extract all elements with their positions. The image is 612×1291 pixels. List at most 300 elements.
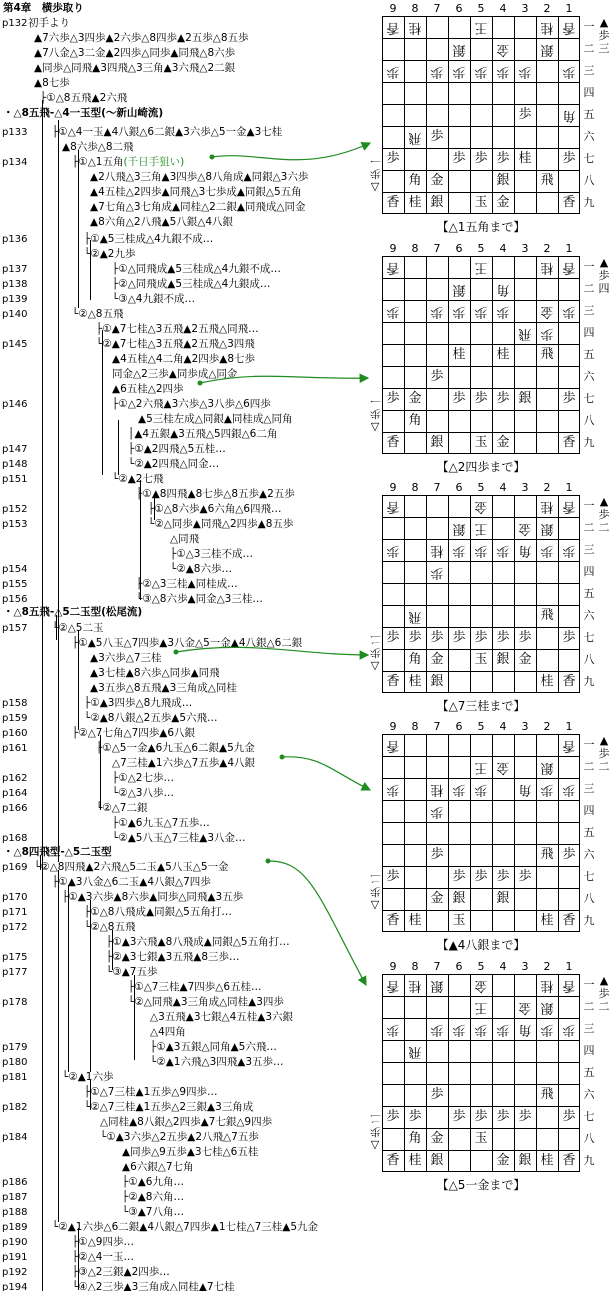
gote-piece: 桂: [540, 978, 554, 993]
sente-piece: 歩: [518, 869, 532, 884]
page-number: p178: [2, 997, 28, 1008]
move-sequence: ├①△4一玉▲4八銀△6二銀▲3六歩△5一金▲3七桂: [52, 126, 283, 138]
gote-piece: 銀: [540, 42, 554, 57]
sente-piece: 歩: [452, 1109, 466, 1124]
sente-piece: 歩: [496, 630, 510, 645]
sente-piece: 玉: [474, 1131, 488, 1146]
row-label: 二: [583, 521, 595, 534]
sente-piece: 歩: [386, 391, 400, 406]
sente-piece: 角: [408, 413, 422, 428]
column-label: 7: [433, 960, 441, 973]
gote-piece: 銀: [452, 282, 466, 297]
gote-piece: 歩: [452, 782, 466, 797]
page-number: p169: [2, 862, 28, 873]
row-label: 五: [583, 587, 595, 600]
column-label: 3: [521, 242, 529, 255]
column-label: 6: [455, 960, 463, 973]
move-sequence: ├①△3三桂不成…: [170, 548, 253, 560]
row-label: 八: [583, 414, 595, 427]
move-sequence: △4四角: [150, 1026, 186, 1038]
row-label: 八: [583, 1132, 595, 1145]
page-number: p194: [2, 1282, 28, 1291]
sente-piece: 香: [386, 435, 400, 450]
row-label: 五: [583, 826, 595, 839]
move-sequence: ├①△同飛成▲5三桂成△4九銀不成…: [112, 263, 281, 275]
sente-piece: 歩: [518, 107, 532, 122]
column-label: 5: [477, 720, 485, 733]
column-label: 8: [411, 242, 419, 255]
move-sequence: ├①▲3六歩▲8六歩▲同歩△同飛▲3五歩: [62, 891, 244, 903]
page-number: p133: [2, 127, 28, 138]
gote-piece: 金: [540, 304, 554, 319]
page-number: p158: [2, 698, 28, 709]
gote-piece: 歩: [386, 304, 400, 319]
gote-hand: 二 歩 ▽: [369, 872, 381, 911]
row-label: 三: [583, 1022, 595, 1035]
move-sequence: ├①▲2四飛△5五桂…: [128, 443, 226, 455]
row-label: 四: [583, 86, 595, 99]
sente-piece: 歩: [496, 869, 510, 884]
move-sequence: ▲同歩△9五歩▲3七桂△6五桂: [122, 1146, 259, 1158]
move-sequence: ▲6五桂△2四歩: [112, 383, 184, 395]
page-number: p148: [2, 459, 28, 470]
page-number: p168: [2, 833, 28, 844]
sente-piece: 歩: [474, 391, 488, 406]
page-number: p179: [2, 1042, 28, 1053]
row-label: 五: [583, 108, 595, 121]
page-number: p184: [2, 1132, 28, 1143]
gote-piece: 歩: [540, 1022, 554, 1037]
page-number: p146: [2, 399, 28, 410]
gote-piece: 角: [562, 108, 576, 123]
gote-piece: 銀: [452, 521, 466, 536]
move-sequence: └④△2三歩▲3三角成△同桂▲7七桂: [72, 1281, 235, 1291]
move-sequence: ├②△同飛成▲5三桂成△4九銀成…: [112, 278, 271, 290]
move-sequence: ・△8五飛-△4一玉型(～新山崎流): [3, 107, 164, 119]
row-label: 七: [583, 631, 595, 644]
sente-piece: 歩: [496, 391, 510, 406]
row-label: 一: [583, 978, 595, 991]
sente-piece: 歩: [474, 869, 488, 884]
gote-piece: 飛: [518, 326, 532, 341]
board-caption: 【▲4八銀まで】: [436, 938, 526, 952]
gote-piece: 金: [474, 499, 488, 514]
column-label: 1: [565, 242, 573, 255]
sente-piece: 金: [496, 195, 510, 210]
move-sequence: └②△8四飛▲2六飛△5二玉▲5八玉△5一金: [34, 861, 229, 873]
page-number: p138: [2, 279, 28, 290]
page-number: p190: [2, 1237, 28, 1248]
gote-piece: 金: [474, 978, 488, 993]
sente-piece: 桂: [408, 195, 422, 210]
sente-piece: 香: [562, 195, 576, 210]
gote-piece: 歩: [452, 64, 466, 79]
row-label: 八: [583, 892, 595, 905]
move-sequence: └②▲2九歩: [84, 248, 136, 260]
gote-piece: 香: [386, 260, 400, 275]
move-sequence: ▲3五歩△8五飛▲3三角成△同桂: [90, 682, 237, 694]
gote-piece: 金: [518, 1000, 532, 1015]
page-number: p160: [2, 728, 28, 739]
sente-piece: 玉: [474, 652, 488, 667]
gote-piece: 歩: [430, 304, 444, 319]
move-sequence: ▲8六角△2八飛▲5八銀△4八銀: [90, 216, 234, 228]
move-sequence: └③▲7五歩: [106, 966, 158, 978]
move-sequence: └③▲7八角…: [122, 1206, 184, 1218]
page-number: p162: [2, 773, 28, 784]
row-label: 九: [583, 196, 595, 209]
move-sequence: └②▲7七桂△3五飛▲2五飛△3四飛: [96, 338, 255, 350]
sente-piece: 歩: [452, 391, 466, 406]
move-sequence: ├①△7三桂▲7四歩△6五桂…: [128, 981, 262, 993]
column-label: 1: [565, 481, 573, 494]
gote-piece: 角: [518, 782, 532, 797]
move-sequence: └③△8六歩▲同金△3三桂…: [136, 593, 263, 605]
position-arrow: [176, 647, 368, 655]
sente-piece: 銀: [496, 173, 510, 188]
row-label: 九: [583, 914, 595, 927]
move-sequence: ├②▲8六角…: [122, 1191, 184, 1203]
gote-piece: 金: [496, 42, 510, 57]
page-number: p151: [2, 474, 28, 485]
position-arrow: [200, 376, 368, 383]
page-number: p189: [2, 1222, 28, 1233]
sente-piece: 歩: [474, 1109, 488, 1124]
gote-hand: 二 歩 ▽: [369, 1112, 381, 1151]
page-number: p192: [2, 1267, 28, 1278]
page-number: p191: [2, 1252, 28, 1263]
move-sequence: ▲4五桂△4二角▲2四歩▲8七歩: [112, 353, 256, 365]
page-number: p171: [2, 907, 28, 918]
sente-piece: 金: [518, 652, 532, 667]
sente-piece: 歩: [386, 630, 400, 645]
sente-piece: 金: [496, 1153, 510, 1168]
sente-hand: ▲ 歩 二: [598, 734, 610, 773]
row-label: 五: [583, 348, 595, 361]
sente-piece: 桂: [408, 1153, 422, 1168]
highlight-note: (千日手狙い): [123, 156, 185, 168]
gote-piece: 王: [474, 521, 488, 536]
row-label: 二: [583, 282, 595, 295]
gote-piece: 銀: [540, 1000, 554, 1015]
gote-piece: 角: [496, 282, 510, 297]
sente-piece: 歩: [518, 1109, 532, 1124]
gote-piece: 歩: [452, 304, 466, 319]
gote-piece: 香: [562, 499, 576, 514]
gote-piece: 歩: [430, 64, 444, 79]
gote-piece: 角: [518, 1022, 532, 1037]
gote-piece: 歩: [474, 64, 488, 79]
gote-piece: 銀: [430, 978, 444, 993]
page-number: p137: [2, 264, 28, 275]
row-label: 一: [583, 499, 595, 512]
gote-piece: 金: [496, 760, 510, 775]
sente-piece: 歩: [386, 151, 400, 166]
gote-piece: 桂: [408, 20, 422, 35]
page-number: p152: [2, 504, 28, 515]
sente-piece: 桂: [540, 1153, 554, 1168]
move-sequence: └②▲1六歩: [62, 1071, 114, 1083]
move-sequence: ├①▲5八玉△7四歩▲3八金△5一金▲4八銀△6二銀: [72, 637, 303, 649]
sente-piece: 歩: [562, 630, 576, 645]
sente-piece: 金: [430, 173, 444, 188]
sente-piece: 歩: [518, 630, 532, 645]
sente-piece: 歩: [562, 847, 576, 862]
gote-piece: 歩: [430, 804, 444, 819]
gote-piece: 角: [518, 543, 532, 558]
sente-piece: 玉: [452, 913, 466, 928]
arrow-origin-dot: [210, 155, 215, 160]
sente-piece: 歩: [386, 869, 400, 884]
column-label: 2: [543, 720, 551, 733]
page-number: p159: [2, 713, 28, 724]
sente-piece: 銀: [430, 195, 444, 210]
move-sequence: ├①△7三桂▲1五歩△9四歩…: [84, 1086, 218, 1098]
sente-piece: 桂: [408, 674, 422, 689]
sente-piece: 歩: [452, 630, 466, 645]
position-arrow: [212, 143, 370, 160]
gote-piece: 歩: [386, 782, 400, 797]
move-sequence: ├①▲8四飛▲8七歩△8五歩▲2五歩: [136, 488, 295, 500]
move-sequence: └②▲2四飛△同金…: [128, 458, 220, 470]
row-label: 九: [583, 436, 595, 449]
sente-piece: 桂: [518, 151, 532, 166]
move-sequence: ├①△8五飛▲2六飛: [40, 92, 128, 104]
sente-piece: 玉: [474, 195, 488, 210]
column-label: 3: [521, 481, 529, 494]
move-sequence: ▲6六銀△7七角: [122, 1161, 194, 1173]
gote-piece: 桂: [540, 260, 554, 275]
arrow-origin-dot: [280, 755, 285, 760]
sente-hand: ▲ 歩 二: [598, 974, 610, 1013]
sente-piece: 歩: [474, 151, 488, 166]
sente-piece: 歩: [452, 869, 466, 884]
move-sequence: ├②△7七角△7四歩▲6八銀: [72, 727, 196, 739]
row-label: 六: [583, 130, 595, 143]
sente-hand: ▲ 歩 二: [598, 495, 610, 534]
sente-piece: 歩: [452, 151, 466, 166]
column-label: 7: [433, 720, 441, 733]
sente-piece: 飛: [540, 347, 554, 362]
gote-piece: 歩: [496, 64, 510, 79]
column-label: 9: [389, 481, 397, 494]
move-sequence: ├①▲3五銀△同角▲5六飛…: [150, 1041, 277, 1053]
move-sequence: └②▲8六歩…: [170, 563, 232, 575]
gote-piece: 歩: [540, 782, 554, 797]
sente-piece: 香: [562, 674, 576, 689]
gote-piece: 歩: [562, 1022, 576, 1037]
column-label: 7: [433, 2, 441, 15]
sente-piece: 銀: [496, 652, 510, 667]
move-sequence: ├①△8八飛成▲同銀△5五角打…: [84, 906, 232, 918]
row-label: 三: [583, 782, 595, 795]
sente-piece: 角: [408, 173, 422, 188]
gote-piece: 歩: [386, 1022, 400, 1037]
move-sequence: ├②△4一玉…: [72, 1251, 134, 1263]
move-sequence: ▲7六歩△3四歩▲2六歩△8四歩▲2五歩△8五歩: [34, 32, 249, 44]
sente-piece: 桂: [540, 913, 554, 928]
sente-piece: 桂: [452, 347, 466, 362]
move-sequence: △同飛: [170, 533, 200, 545]
move-sequence: └②△5二玉: [52, 622, 104, 634]
gote-piece: 飛: [408, 130, 422, 145]
page-number: p188: [2, 1207, 28, 1218]
gote-piece: 歩: [562, 64, 576, 79]
gote-piece: 歩: [430, 1022, 444, 1037]
column-label: 2: [543, 481, 551, 494]
page-number: p175: [2, 952, 28, 963]
gote-piece: 香: [386, 20, 400, 35]
page-number: p186: [2, 1177, 28, 1188]
move-sequence: ├②▲3七銀▲3五飛▲8三歩…: [106, 951, 240, 963]
move-sequence: └②▲8八銀△2五歩▲5六飛…: [84, 712, 218, 724]
sente-piece: 金: [430, 652, 444, 667]
page-number: p187: [2, 1192, 28, 1203]
column-label: 9: [389, 242, 397, 255]
row-label: 九: [583, 1154, 595, 1167]
column-label: 7: [433, 481, 441, 494]
sente-piece: 歩: [496, 151, 510, 166]
move-sequence: ▲3六歩△7三桂: [90, 652, 162, 664]
column-label: 2: [543, 960, 551, 973]
gote-piece: 歩: [452, 543, 466, 558]
move-sequence: └②△3八歩…: [112, 787, 174, 799]
gote-hand: 一 歩 ▽: [369, 154, 381, 193]
page-number: p132: [2, 18, 28, 29]
row-label: 八: [583, 653, 595, 666]
column-label: 1: [565, 960, 573, 973]
move-sequence: ├①△9四歩…: [72, 1236, 134, 1248]
sente-piece: 飛: [540, 847, 554, 862]
page-number: p140: [2, 309, 28, 320]
gote-piece: 歩: [386, 543, 400, 558]
page-number: p172: [2, 922, 28, 933]
gote-piece: 歩: [474, 304, 488, 319]
column-label: 4: [499, 960, 507, 973]
gote-piece: 歩: [474, 543, 488, 558]
move-sequence: 同金△2三歩▲同歩成△同金: [112, 368, 238, 380]
column-label: 1: [565, 720, 573, 733]
move-sequence: ├①▲3六飛▲8八飛成▲同銀△5五角打…: [106, 936, 290, 948]
board-caption: 【△5一金まで】: [436, 1178, 526, 1192]
board-caption: 【△1五角まで】: [436, 220, 526, 234]
move-sequence: ├①▲5三桂成△4九銀不成…: [84, 233, 214, 245]
sente-piece: 玉: [474, 435, 488, 450]
column-label: 6: [455, 2, 463, 15]
column-label: 1: [565, 2, 573, 15]
gote-piece: 桂: [430, 543, 444, 558]
sente-piece: 銀: [518, 391, 532, 406]
column-label: 6: [455, 720, 463, 733]
move-sequence: ▲8六歩△8二飛: [62, 141, 134, 153]
row-label: 二: [583, 42, 595, 55]
move-sequence: └②△8五飛: [72, 308, 124, 320]
move-sequence: △同桂▲8八銀△2四歩▲7七銀△9四歩: [100, 1116, 273, 1128]
sente-piece: 歩: [474, 630, 488, 645]
move-sequence: ├③△2三銀▲2四歩…: [72, 1266, 170, 1278]
sente-piece: 銀: [452, 891, 466, 906]
page-number: p154: [2, 564, 28, 575]
gote-piece: 銀: [540, 521, 554, 536]
row-label: 四: [583, 326, 595, 339]
move-sequence: ├①▲6九角…: [122, 1176, 184, 1188]
sente-piece: 歩: [430, 847, 444, 862]
move-sequence: ├①▲3四歩△8九飛成…: [84, 697, 193, 709]
column-label: 9: [389, 2, 397, 15]
column-label: 6: [455, 481, 463, 494]
row-label: 一: [583, 20, 595, 33]
row-label: 六: [583, 1088, 595, 1101]
row-label: 六: [583, 609, 595, 622]
column-label: 3: [521, 960, 529, 973]
move-sequence: ▲同歩△同飛▲3四飛△3三角▲3六飛△2二銀: [34, 62, 236, 74]
row-label: 二: [583, 1000, 595, 1013]
board-caption: 【△2四歩まで】: [436, 460, 526, 474]
gote-piece: 香: [386, 978, 400, 993]
sente-piece: 金: [496, 435, 510, 450]
move-sequence: └②△同歩▲同飛△2四歩▲8五歩: [148, 518, 294, 530]
gote-piece: 歩: [430, 565, 444, 580]
column-label: 5: [477, 481, 485, 494]
page-number: p177: [2, 967, 28, 978]
page-number: p166: [2, 803, 28, 814]
move-sequence: ▲8七歩: [34, 77, 70, 89]
sente-piece: 歩: [430, 129, 444, 144]
sente-piece: 角: [408, 652, 422, 667]
move-sequence: ▲7八金△3二金▲2四歩△同歩▲同飛△8六歩: [34, 47, 236, 59]
row-label: 六: [583, 370, 595, 383]
sente-piece: 桂: [540, 674, 554, 689]
sente-piece: 銀: [518, 1153, 532, 1168]
sente-piece: 角: [408, 1131, 422, 1146]
page-number: p134: [2, 157, 28, 168]
page-number: p180: [2, 1057, 28, 1068]
move-sequence: △3五飛▲3七銀△4五桂▲3六銀: [150, 1011, 294, 1023]
gote-piece: 歩: [496, 543, 510, 558]
gote-piece: 歩: [562, 782, 576, 797]
sente-piece: 銀: [496, 891, 510, 906]
sente-piece: 香: [386, 674, 400, 689]
column-label: 3: [521, 2, 529, 15]
gote-piece: 香: [562, 978, 576, 993]
gote-piece: 香: [562, 738, 576, 753]
sente-piece: 歩: [386, 1109, 400, 1124]
gote-piece: 王: [474, 260, 488, 275]
row-label: 一: [583, 738, 595, 751]
row-label: 三: [583, 304, 595, 317]
move-sequence: └②△同飛▲3三角成△同桂▲3四歩: [128, 996, 284, 1008]
position-arrow: [282, 757, 370, 790]
arrow-origin-dot: [198, 381, 203, 386]
move-sequence: ├②△3三桂▲同桂成…: [136, 578, 238, 590]
sente-piece: 歩: [562, 1109, 576, 1124]
column-label: 7: [433, 242, 441, 255]
column-label: 8: [411, 481, 419, 494]
move-sequence: ├①▲6九玉△7五歩…: [112, 817, 210, 829]
move-sequence: └②▲5八玉△7三桂▲3八金…: [112, 832, 246, 844]
page-number: p145: [2, 339, 28, 350]
move-sequence: 初手より: [28, 17, 70, 29]
sente-piece: 金: [430, 1131, 444, 1146]
column-label: 6: [455, 242, 463, 255]
column-label: 5: [477, 2, 485, 15]
gote-piece: 王: [474, 1000, 488, 1015]
move-sequence: └②△7二銀: [96, 802, 148, 814]
move-sequence: └②△7三桂▲1五歩△2三銀▲3三角成: [84, 1101, 254, 1113]
move-sequence: ├①△2七歩…: [112, 772, 174, 784]
gote-piece: 桂: [430, 782, 444, 797]
gote-piece: 歩: [562, 543, 576, 558]
